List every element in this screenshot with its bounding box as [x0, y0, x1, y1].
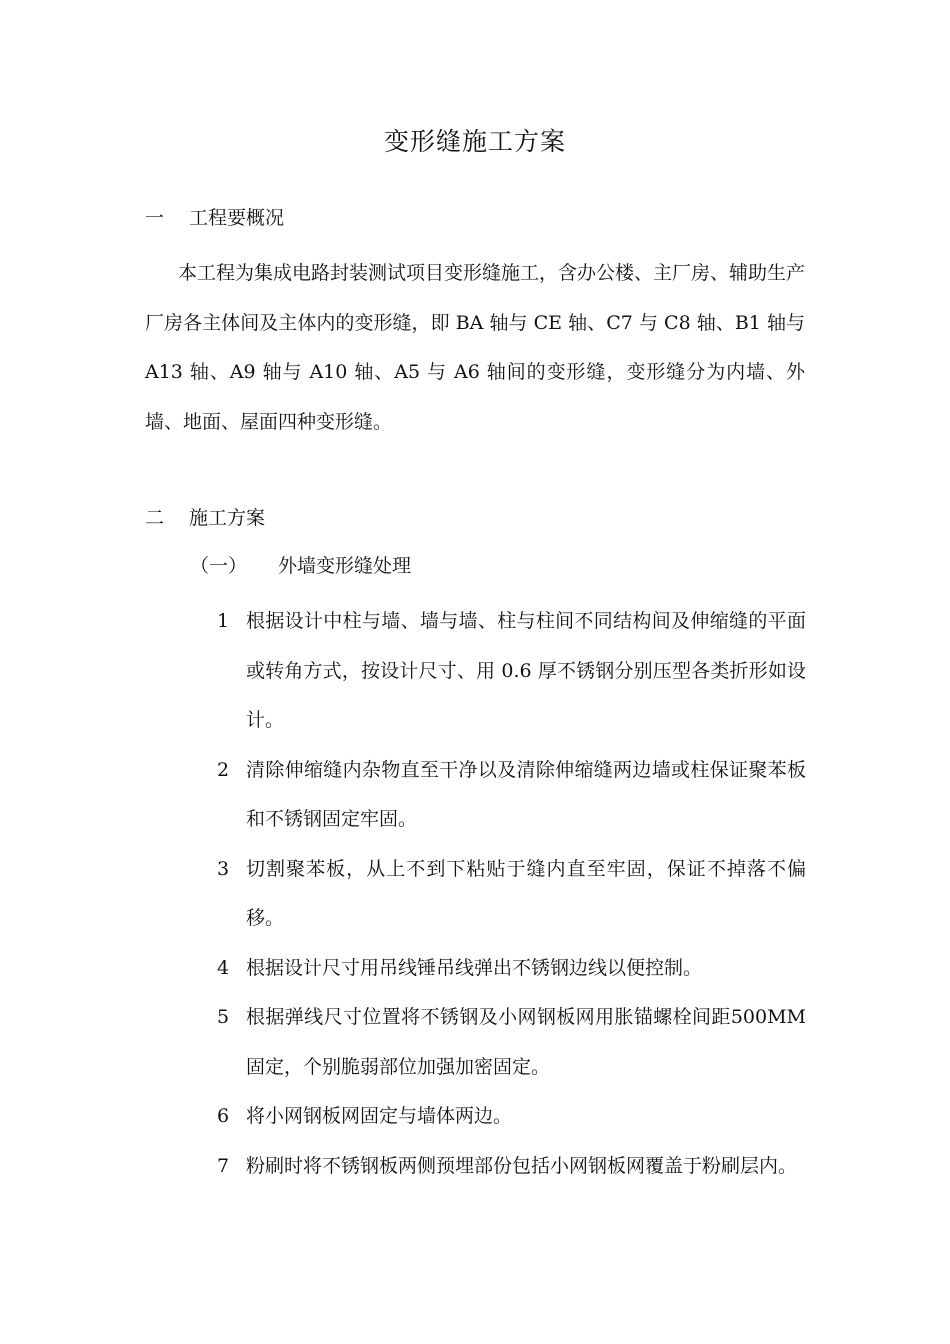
section-2-heading: [145, 503, 265, 530]
list-item-number: 4: [217, 956, 230, 979]
list-item-text: 根据弹线尺寸位置将不锈钢及小网钢板网用胀锚螺栓间距500MM 固定，个别脆弱部位加强加密固定。: [246, 1006, 806, 1078]
section-1-heading: [145, 203, 284, 230]
procedure-list: [214, 597, 806, 1191]
list-item-text: 清除伸缩缝内杂物直至干净以及清除伸缩缝两边墙或柱保证聚苯板和不锈钢固定牢固。: [246, 758, 806, 830]
subsection-heading: [190, 551, 411, 578]
section-2-number: 二: [145, 507, 165, 529]
list-item-text: 根据设计中柱与墙、墙与墙、柱与柱间不同结构间及伸缩缝的平面或转角方式，按设计尺寸、用 0.6 厚不锈钢分别压型各类折形如设计。: [246, 610, 806, 731]
list-item: [214, 597, 806, 746]
section-1-title: 工程要概况: [189, 207, 285, 229]
list-item: [214, 993, 806, 1092]
section-2-title: 施工方案: [189, 507, 266, 529]
section-1-paragraph: 本工程为集成电路封装测试项目变形缝施工，含办公楼、主厂房、辅助生产厂房各主体间及主体内的变形缝，即 BA 轴与 CE 轴、C7 与 C8 轴、B1 轴与 A13 轴、A9 轴与 A10 轴、A5 与 A6 轴间的变形缝，变形缝分为内墙、外墙、地面、屋面四种变形缝。: [145, 262, 806, 433]
subsection-number: （一）: [190, 555, 248, 577]
list-item-text: 根据设计尺寸用吊线锤吊线弹出不锈钢边线以便控制。: [246, 956, 703, 979]
document-title: 变形缝施工方案: [383, 127, 566, 156]
list-item: [214, 944, 806, 994]
list-item-number: 5: [217, 1006, 230, 1028]
list-item-number: 7: [217, 1154, 230, 1177]
subsection-title: 外墙变形缝处理: [278, 555, 412, 577]
list-item: [214, 746, 806, 845]
list-item-text: 将小网钢板网固定与墙体两边。: [246, 1105, 513, 1127]
list-item: [214, 845, 806, 944]
list-item-number: 3: [217, 857, 230, 880]
list-item-number: 6: [217, 1105, 230, 1127]
list-item: [214, 1142, 806, 1192]
list-item-number: 1: [217, 610, 230, 632]
list-item-number: 2: [217, 758, 230, 781]
list-item-text: 切割聚苯板，从上不到下粘贴于缝内直至牢固，保证不掉落不偏移。: [246, 857, 806, 929]
list-item: [214, 1092, 806, 1142]
section-1-number: 一: [145, 207, 165, 229]
list-item-text: 粉刷时将不锈钢板两侧预埋部份包括小网钢板网覆盖于粉刷层内。: [246, 1154, 798, 1177]
